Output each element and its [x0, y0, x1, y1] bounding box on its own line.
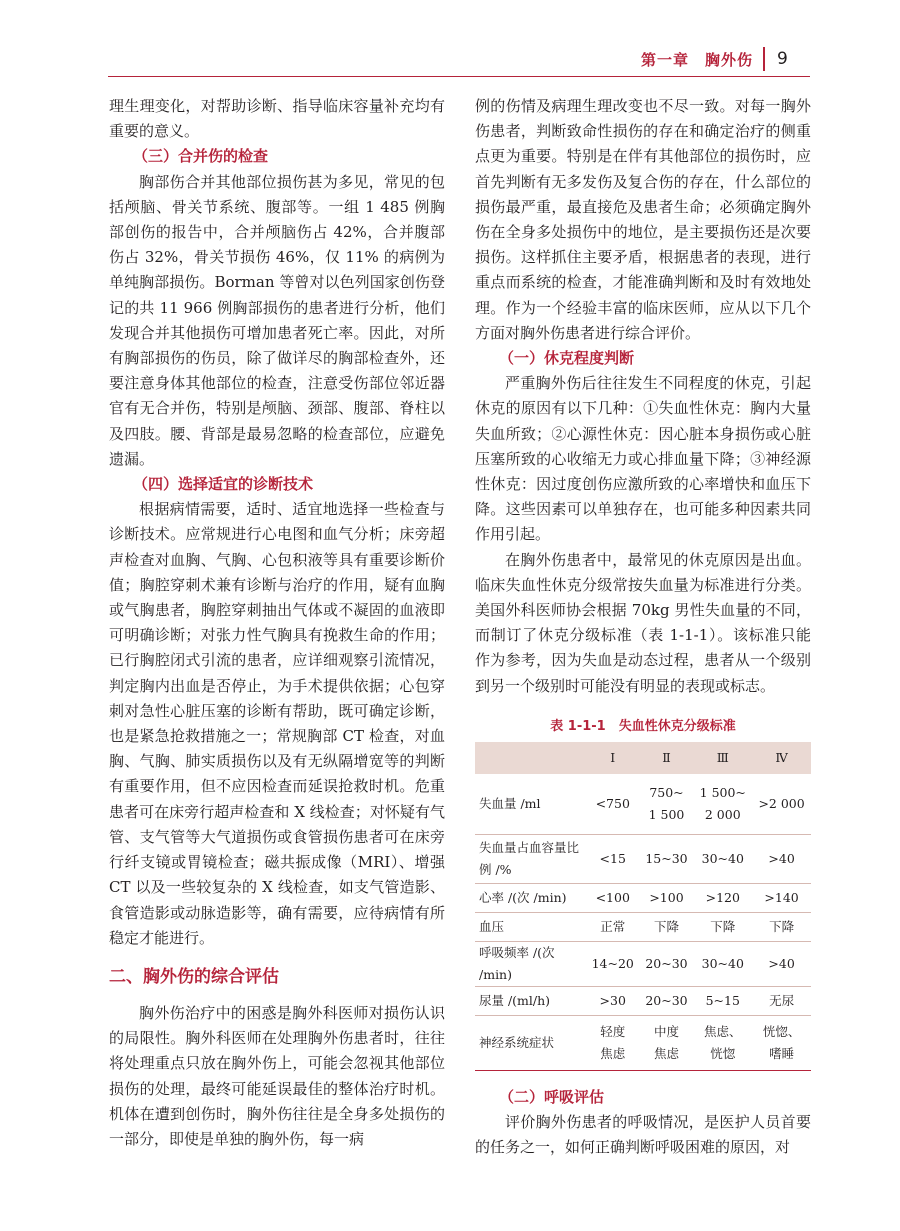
paragraph-shock-classification: 在胸外伤患者中，最常见的休克原因是出血。临床失血性休克分级常按失血量为标准进行分类。美国外科医师协会根据 70kg 男性失血量的不同，而制订了休克分级标准（表 1-1-1）。该标准只能作为参考，因为失血是动态过程，患者从一个级别到另一个级别时可能没有明显的表现或标志。: [475, 550, 811, 695]
subheading-shock: （一）休克程度判断: [499, 349, 635, 368]
page-number: 9: [777, 49, 788, 69]
table-cell: 下降: [710, 918, 736, 934]
shock-classification-table: [475, 742, 811, 1070]
table-row: [475, 1015, 811, 1070]
subheading-diagnostic-techniques: （四）选择适宜的诊断技术: [133, 475, 314, 494]
table-cell: 无尿: [769, 992, 795, 1008]
table-cell: >140: [764, 889, 799, 905]
table-cell: >2 000: [758, 795, 805, 811]
table-cell-label: 血压: [479, 918, 505, 934]
table-cell: 轻度 焦虑: [600, 1023, 626, 1061]
header-divider: [763, 47, 765, 71]
table-cell: >100: [649, 889, 684, 905]
table-row: [475, 774, 811, 835]
table-cell-label: 神经系统症状: [479, 1034, 555, 1050]
table-header-cell: Ⅱ: [662, 750, 671, 766]
table-wrapper: [475, 742, 811, 1071]
table-header-cell: Ⅲ: [716, 750, 729, 766]
table-cell: 30~40: [701, 850, 744, 866]
table-cell-label: 呼吸频率 /(次 /min): [479, 944, 555, 982]
table-cell-label: 心率 /(次 /min): [479, 889, 567, 905]
table-row: [475, 912, 811, 941]
table-row: [475, 986, 811, 1015]
table-header-cell: [475, 742, 586, 774]
table-cell: 下降: [769, 918, 795, 934]
table-cell-label: 失血量 /ml: [479, 795, 541, 811]
left-column: [109, 94, 445, 1152]
header-rule: [108, 76, 810, 77]
table-cell: 20~30: [645, 992, 688, 1008]
table-title: 表 1-1-1 失血性休克分级标准: [550, 718, 736, 734]
table-cell: <750: [595, 795, 630, 811]
paragraph-respiratory: 评价胸外伤患者的呼吸情况，是医护人员首要的任务之一，如何正确判断呼吸困难的原因，对: [475, 1113, 811, 1157]
table-cell: >120: [705, 889, 740, 905]
paragraph-continued: 理生理变化，对帮助诊断、指导临床容量补充均有重要的意义。: [109, 97, 445, 141]
running-header: [641, 44, 788, 74]
table-header-row: [475, 742, 811, 774]
chapter-title: 第一章 胸外伤: [641, 50, 754, 69]
paragraph-combined-injury: 胸部伤合并其他部位损伤甚为多见，常见的包括颅脑、骨关节系统、腹部等。一组 1 485 例胸部创伤的报告中，合并颅脑伤占 42%，合并腹部伤占 32%，骨关节损伤 46%，仅 11% 的病例为单纯胸部损伤。Borman 等曾对以色列国家创伤登记的共 11 966 例胸部损伤的患者进行分析，他们发现合并其他损伤可增加患者死亡率。因此，对所有胸部损伤的伤员，除了做详尽的胸部检查外，还要注意身体其他部位的检查，注意受伤部位邻近器官有无合并伤，特别是颅脑、颈部、腹部、脊柱以及四肢。腰、背部是最易忽略的检查部位，应避免遗漏。: [109, 172, 445, 468]
subheading-respiratory: （二）呼吸评估: [499, 1087, 605, 1106]
table-cell: 14~20: [591, 955, 634, 971]
section-heading-assessment: 二、胸外伤的综合评估: [109, 966, 279, 987]
table-cell: 1 500~ 2 000: [699, 784, 746, 822]
table-cell: 下降: [653, 918, 679, 934]
paragraph-shock-causes: 严重胸外伤后往往发生不同程度的休克，引起休克的原因有以下几种：①失血性休克：胸内大量失血所致；②心源性休克：因心脏本身损伤或心脏压塞所致的心收缩无力或心排血量下降；③神经源性休克：因过度创伤应激所致的心率增快和血压下降。这些因素可以单独存在，也可能多种因素共同作用引起。: [475, 374, 811, 544]
table-cell: 恍惚、 嗜睡: [762, 1023, 801, 1061]
table-header-cell: Ⅰ: [610, 750, 616, 766]
table-cell: 5~15: [705, 992, 740, 1008]
table-cell-label: 尿量 /(ml/h): [479, 992, 551, 1008]
subheading-combined-injury: （三）合并伤的检查: [133, 147, 269, 166]
table-cell: >40: [768, 955, 795, 971]
table-cell: <15: [599, 850, 626, 866]
table-cell: 20~30: [645, 955, 688, 971]
table-cell: 30~40: [701, 955, 744, 971]
table-cell: <100: [595, 889, 630, 905]
table-cell: 15~30: [645, 850, 688, 866]
table-cell-label: 失血量占血容量比例 /%: [479, 839, 580, 877]
table-cell: 正常: [600, 918, 626, 934]
table-row: [475, 883, 811, 912]
table-cell: >40: [768, 850, 795, 866]
table-cell: 中度 焦虑: [653, 1023, 679, 1061]
table-row: [475, 941, 811, 986]
table-cell: >30: [599, 992, 626, 1008]
table-cell: 750~ 1 500: [648, 784, 685, 822]
table-cell: 焦虑、 恍惚: [704, 1023, 742, 1061]
table-header-cell: Ⅳ: [775, 750, 788, 766]
table-row: [475, 834, 811, 883]
right-column: [475, 94, 811, 1160]
paragraph-continued-right: 例的伤情及病理生理改变也不尽一致。对每一胸外伤患者，判断致命性损伤的存在和确定治疗的侧重点更为重要。特别是在伴有其他部位的损伤时，应首先判断有无多发伤及复合伤的存在，什么部位的损伤最严重，最直接危及患者生命；必须确定胸外伤在全身多处损伤中的地位，是主要损伤还是次要损伤。这样抓住主要矛盾，根据患者的表现，进行重点而系统的检查，才能准确判断和及时有效地处理。作为一个经验丰富的临床医师，应从以下几个方面对胸外伤患者进行综合评价。: [475, 97, 811, 342]
paragraph-diagnostic-techniques: 根据病情需要，适时、适宜地选择一些检查与诊断技术。应常规进行心电图和血气分析；床旁超声检查对血胸、气胸、心包积液等具有重要诊断价值；胸腔穿刺术兼有诊断与治疗的作用，疑有血胸或气胸患者，胸腔穿刺抽出气体或不凝固的血液即可明确诊断；对张力性气胸具有挽救生命的作用；已行胸腔闭式引流的患者，应详细观察引流情况，判定胸内出血是否停止，为手术提供依据；心包穿刺对急性心脏压塞的诊断有帮助，既可确定诊断，也是紧急抢救措施之一；常规胸部 CT 检查，对血胸、气胸、肺实质损伤以及有无纵隔增宽等的判断有重要作用，但不应因检查而延误抢救时机。危重患者可在床旁行超声检查和 X 线检查；对怀疑有气管、支气管等大气道损伤或食管损伤患者可在床旁行纤支镜或胃镜检查；磁共振成像（MRI）、增强 CT 以及一些较复杂的 X 线检查，如支气管造影、食管造影或动脉造影等，确有需要，应待病情有所稳定才能进行。: [109, 500, 445, 947]
paragraph-assessment-intro: 胸外伤治疗中的困惑是胸外科医师对损伤认识的局限性。胸外科医师在处理胸外伤患者时，往往将处理重点只放在胸外伤上，可能会忽视其他部位损伤的处理，最终可能延误最佳的整体治疗时机。机体在遭到创伤时，胸外伤往往是全身多处损伤的一部分，即使是单独的胸外伤，每一病: [109, 1003, 445, 1148]
